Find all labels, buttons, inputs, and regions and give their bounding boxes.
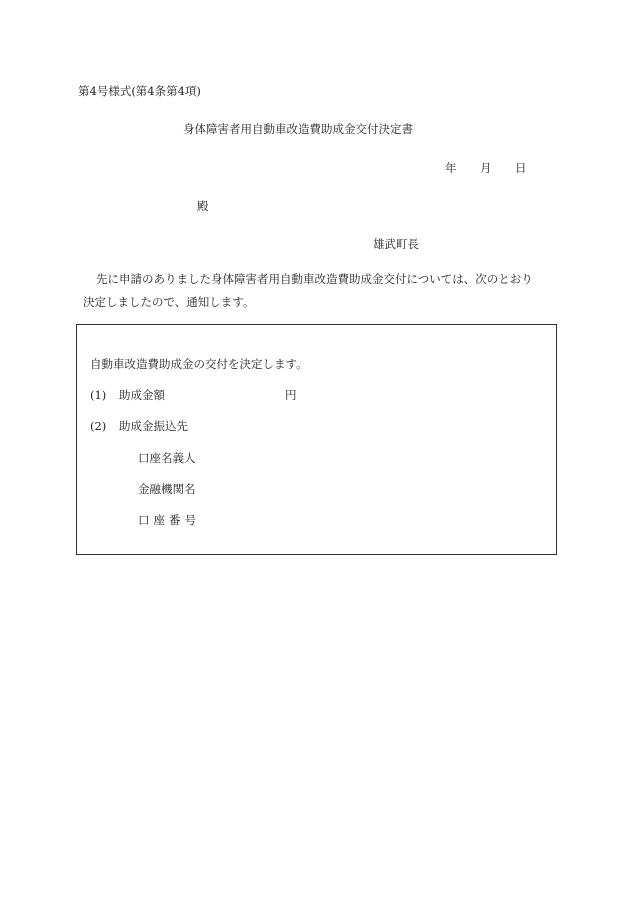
date-day-label: 日 [515,161,527,175]
date-month-label: 月 [480,161,492,175]
decision-details-box [76,324,557,555]
document-title: 身体障害者用自動車改造費助成金交付決定書 [183,122,413,136]
date-year-label: 年 [445,161,457,175]
addressee-honorific: 殿 [197,199,209,213]
issuer-name: 雄武町長 [373,237,419,251]
transfer-destination-label: 助成金振込先 [119,419,188,433]
form-number: 第4号様式(第4条第4項) [78,84,201,98]
grant-amount-label: 助成金額 [119,388,165,402]
item-1-number: (1) [90,388,107,402]
intro-text-line-1: 先に申請のありました身体障害者用自動車改造費助成金交付については、次のとおり [96,272,533,286]
account-number-label: 口座番号 [138,513,200,527]
yen-unit-label: 円 [285,388,297,402]
account-holder-label: 口座名義人 [138,451,196,465]
bank-name-label: 金融機関名 [138,482,196,496]
intro-text-line-2: 決定しましたので、通知します。 [83,295,255,309]
item-2-number: (2) [90,419,107,433]
decision-statement: 自動車改造費助成金の交付を決定します。 [90,357,308,371]
